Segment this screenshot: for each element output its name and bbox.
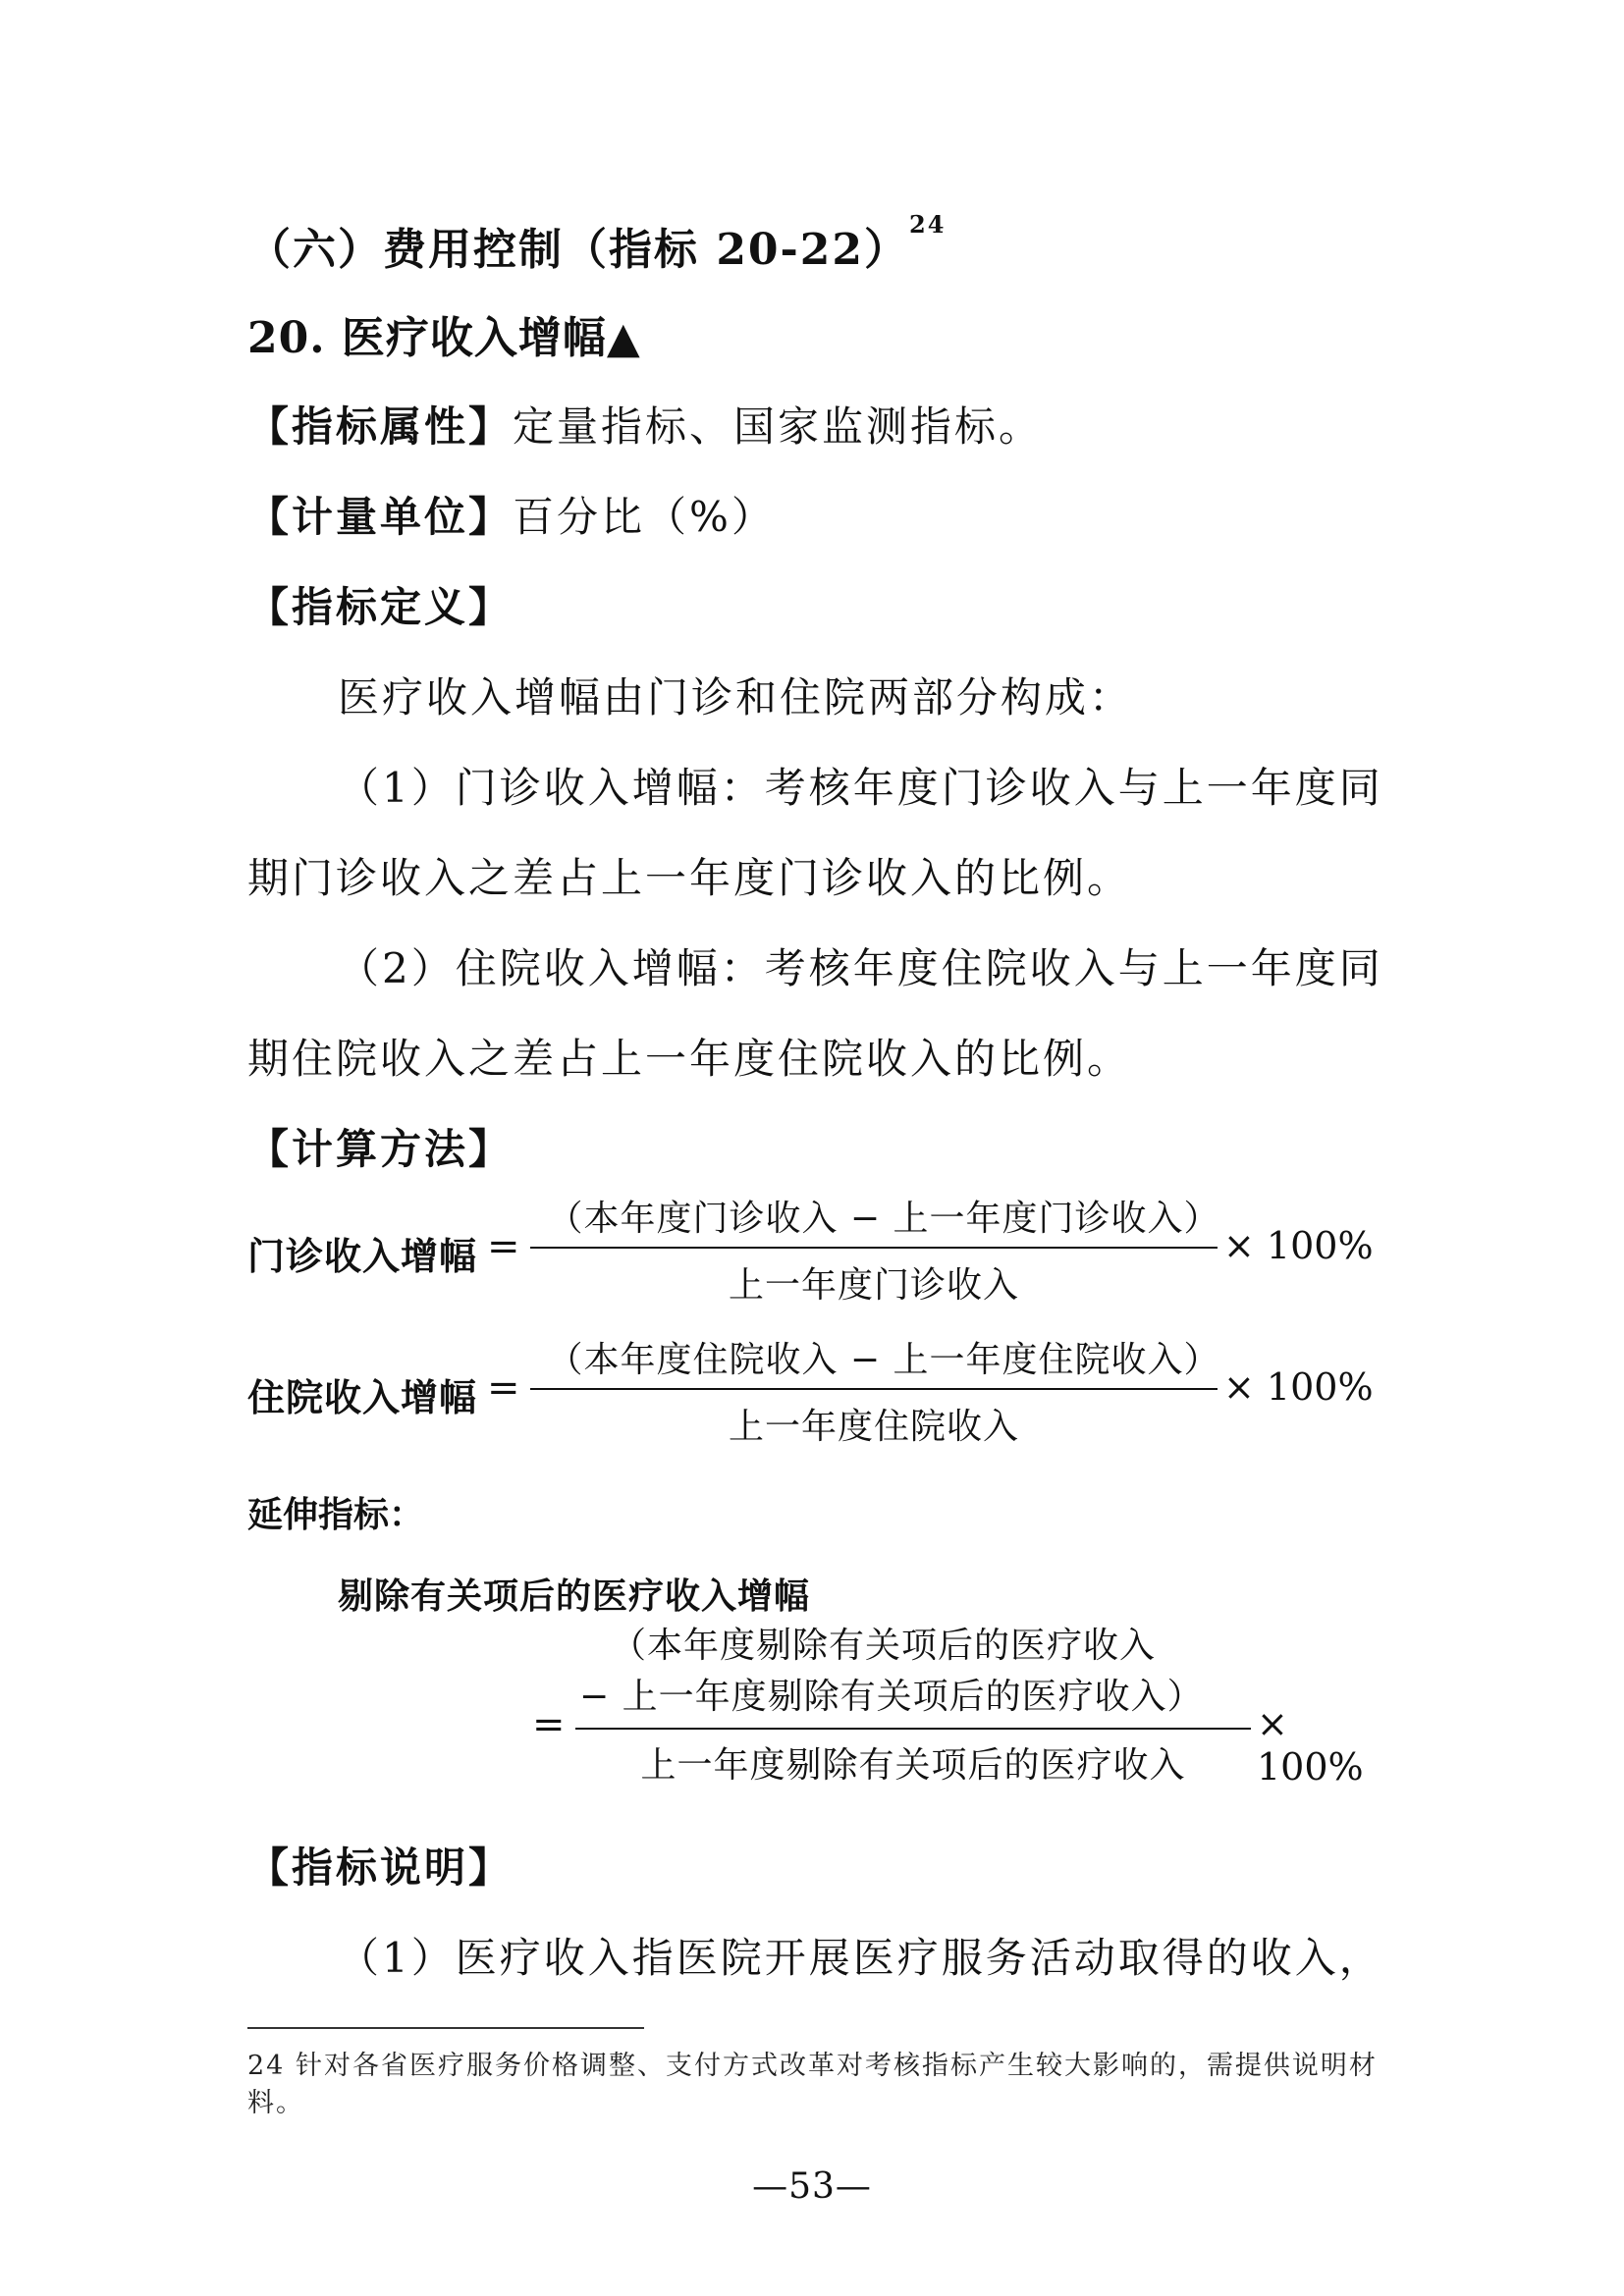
formula-denominator: 上一年度剔除有关项后的医疗收入 bbox=[640, 1745, 1186, 1786]
fraction-bar bbox=[530, 1247, 1218, 1249]
attribute-row bbox=[247, 395, 1043, 454]
formula-multiplier: × 100% bbox=[1223, 1224, 1374, 1267]
equals-sign: = bbox=[532, 1702, 566, 1747]
unit-label: 【计量单位】 bbox=[247, 493, 514, 541]
formula-outpatient bbox=[247, 1191, 1377, 1308]
explanation-label: 【指标说明】 bbox=[247, 1843, 514, 1892]
definition-p1-line2: 期门诊收入之差占上一年度门诊收入的比例。 bbox=[247, 854, 1132, 902]
formula-numerator: （本年度门诊收入 − 上一年度门诊收入） bbox=[547, 1199, 1220, 1239]
extension-label: 延伸指标： bbox=[247, 1494, 425, 1535]
formula-denominator: 上一年度住院收入 bbox=[728, 1407, 1019, 1447]
formula-numerator: （本年度住院收入 − 上一年度住院收入） bbox=[547, 1340, 1220, 1380]
formula-extension bbox=[520, 1618, 1404, 1804]
footnote-ref[interactable]: 24 bbox=[909, 210, 947, 239]
equals-sign: = bbox=[487, 1224, 520, 1269]
page-number: —53— bbox=[752, 2166, 872, 2207]
formula-multiplier: × 100% bbox=[1223, 1365, 1374, 1409]
definition-intro: 医疗收入增幅由门诊和住院两部分构成： bbox=[338, 673, 1134, 721]
definition-p2-line2: 期住院收入之差占上一年度住院收入的比例。 bbox=[247, 1035, 1132, 1083]
footnote-line2: 料。 bbox=[247, 2088, 304, 2118]
formula-numerator-line1: （本年度剔除有关项后的医疗收入 bbox=[611, 1626, 1157, 1666]
formula-multiplier: × 100% bbox=[1257, 1702, 1364, 1789]
formula-lhs: 门诊收入增幅 bbox=[247, 1234, 478, 1278]
unit-row bbox=[247, 485, 776, 544]
footnote-line1: 24 针对各省医疗服务价格调整、支付方式改革对考核指标产生较大影响的，需提供说明材 bbox=[247, 2051, 1378, 2081]
unit-value: 百分比（%） bbox=[513, 493, 776, 541]
formula-denominator: 上一年度门诊收入 bbox=[728, 1265, 1019, 1306]
definition-label: 【指标定义】 bbox=[247, 583, 514, 631]
formula-inpatient bbox=[247, 1332, 1377, 1450]
definition-p2-line1: （2）住院收入增幅：考核年度住院收入与上一年度同 bbox=[338, 944, 1383, 992]
explanation-p1: （1）医疗收入指医院开展医疗服务活动取得的收入， bbox=[338, 1934, 1383, 1982]
fraction-bar bbox=[530, 1388, 1218, 1390]
method-label: 【计算方法】 bbox=[247, 1125, 514, 1173]
fraction-bar bbox=[575, 1728, 1251, 1730]
footnote-divider bbox=[247, 2027, 644, 2029]
attribute-value: 定量指标、国家监测指标。 bbox=[513, 402, 1044, 451]
section-title: （六）费用控制（指标 20-22）$^{24}$ bbox=[247, 210, 947, 275]
attribute-label: 【指标属性】 bbox=[247, 402, 514, 451]
formula-numerator-line2: − 上一年度剔除有关项后的医疗收入） bbox=[579, 1677, 1204, 1717]
item-title: 20. 医疗收入增幅▲ bbox=[247, 313, 641, 363]
equals-sign: = bbox=[487, 1365, 520, 1411]
extension-name: 剔除有关项后的医疗收入增幅 bbox=[338, 1575, 811, 1617]
formula-lhs: 住院收入增幅 bbox=[247, 1375, 478, 1419]
definition-p1-line1: （1）门诊收入增幅：考核年度门诊收入与上一年度同 bbox=[338, 764, 1383, 812]
